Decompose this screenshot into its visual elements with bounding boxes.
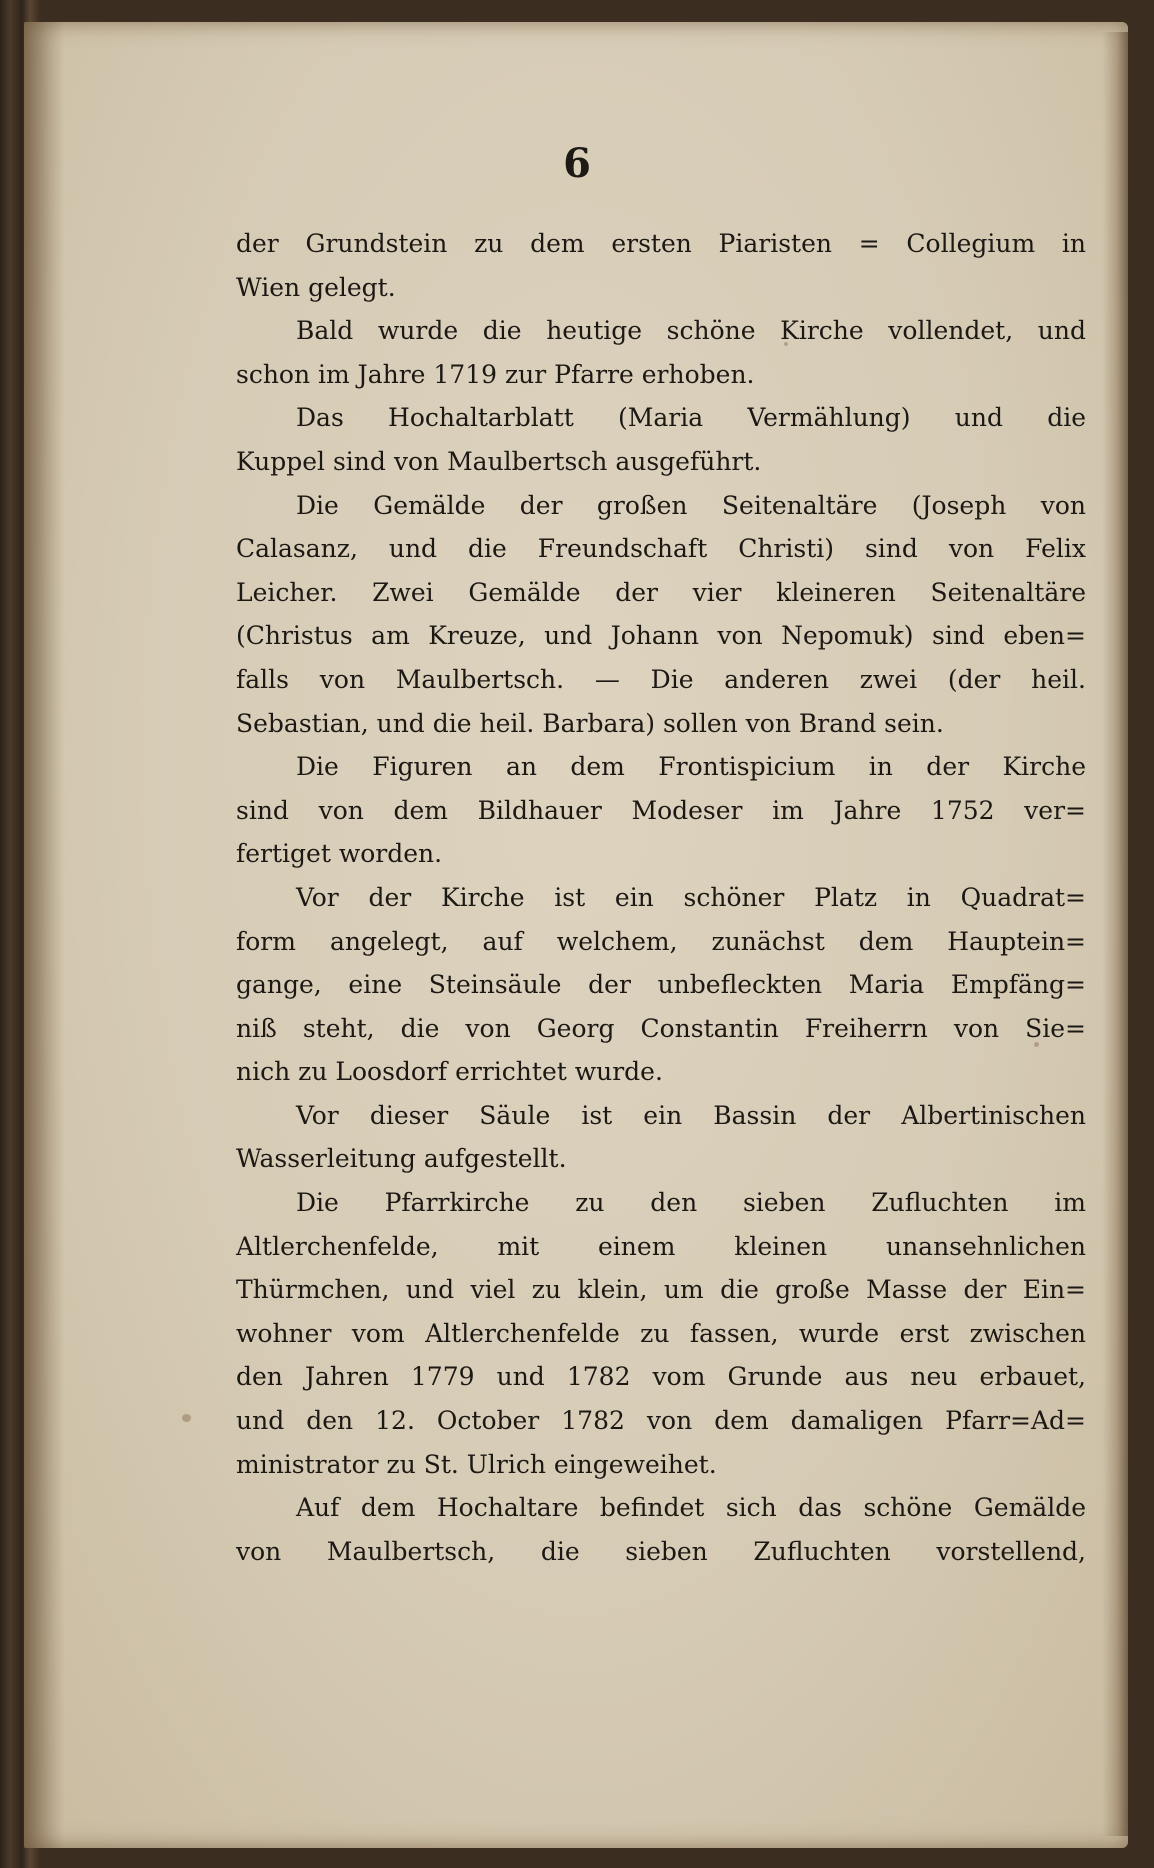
text-line: fertiget worden. [236, 839, 443, 869]
text-line: sind von dem Bildhauer Modeser im Jahre 1752 ver= [236, 795, 1086, 825]
text-line: schon im Jahre 1719 zur Pfarre erhoben. [236, 359, 755, 389]
text-line: Die Pfarrkirche zu den sieben Zufluchten im [296, 1188, 1086, 1218]
page-edge [1102, 32, 1128, 1836]
text-line: ministrator zu St. Ulrich eingeweihet. [236, 1449, 717, 1479]
text-line: wohner vom Altlerchenfelde zu fassen, wurde erst zwischen [236, 1318, 1086, 1348]
text-line: Altlerchenfelde, mit einem kleinen unansehnlichen [236, 1231, 1086, 1261]
text-line: der Grundstein zu dem ersten Piaristen = Collegium in [236, 229, 1086, 258]
text-line: Vor dieser Säule ist ein Bassin der Albertinischen [296, 1100, 1086, 1130]
text-line: (Christus am Kreuze, und Johann von Nepomuk) sind eben= [236, 621, 1086, 651]
text-line: Die Figuren an dem Frontispicium in der Kirche [296, 752, 1086, 782]
page-number: 6 [563, 140, 591, 187]
text-line: Calasanz, und die Freundschaft Christi) sind von Felix [236, 534, 1086, 564]
text-line: Kuppel sind von Maulbertsch ausgeführt. [236, 446, 762, 476]
book-page [24, 22, 1128, 1848]
text-line: Vor der Kirche ist ein schöner Platz in Quadrat= [296, 882, 1086, 912]
text-line: form angelegt, auf welchem, zunächst dem Hauptein= [236, 926, 1086, 956]
body-text [236, 222, 1086, 1573]
text-line: Wasserleitung aufgestellt. [236, 1144, 567, 1174]
text-line: Sebastian, und die heil. Barbara) sollen von Brand sein. [236, 708, 944, 738]
text-line: Thürmchen, und viel zu klein, um die große Masse der Ein= [236, 1275, 1086, 1305]
text-line: nich zu Loosdorf errichtet wurde. [236, 1057, 663, 1087]
text-line: Leicher. Zwei Gemälde der vier kleineren Seitenaltäre [236, 577, 1086, 607]
text-line: gange, eine Steinsäule der unbefleckten Maria Empfäng= [236, 970, 1086, 1000]
text-line: falls von Maulbertsch. — Die anderen zwei (der heil. [236, 664, 1086, 694]
text-line: Auf dem Hochaltare befindet sich das schöne Gemälde [296, 1493, 1086, 1523]
text-line: den Jahren 1779 und 1782 vom Grunde aus neu erbauet, [236, 1362, 1086, 1392]
text-line: und den 12. October 1782 von dem damaligen Pfarr=Ad= [236, 1406, 1086, 1436]
text-line: Bald wurde die heutige schöne Kirche vollendet, und [296, 316, 1086, 346]
spine-shadow [24, 22, 64, 1848]
text-line: niß steht, die von Georg Constantin Freiherrn von Sie= [236, 1013, 1086, 1043]
text-line: von Maulbertsch, die sieben Zufluchten vorstellend, [236, 1536, 1086, 1566]
paper-spot [182, 1414, 191, 1422]
text-line: Das Hochaltarblatt (Maria Vermählung) und die [296, 403, 1086, 433]
text-line: Wien gelegt. [236, 272, 396, 302]
text-line: Die Gemälde der großen Seitenaltäre (Joseph von [296, 490, 1086, 520]
